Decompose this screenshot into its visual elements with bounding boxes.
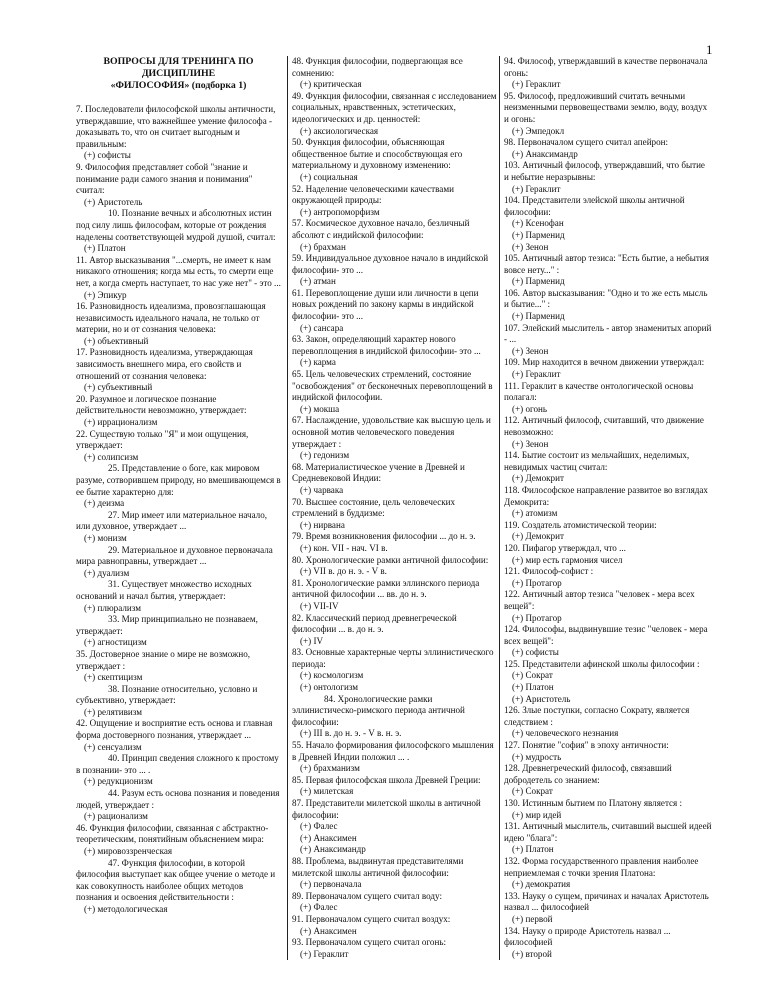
question-text: 93. Первоначалом сущего считал огонь: bbox=[292, 937, 447, 948]
question-text: 70. Высшее состояние, цель человеческих стремлений в буддизме: bbox=[292, 496, 456, 519]
answer-line: (+) Фалес bbox=[300, 902, 338, 913]
answer-line: (+) карма bbox=[300, 357, 336, 368]
question-text: 44. Разум есть основа познания и поведения людей, утверждает : bbox=[76, 788, 280, 810]
question-text: 103. Античный философ, утверждавший, что бытие и небытие неразрывны: bbox=[504, 160, 705, 182]
question-text: 11. Автор высказывания "...смерть, не имеет к нам никакого отношения; когда мы есть, то смерти еще нет, а когда смерть наступает, то нас уже нет" - это ... bbox=[76, 254, 281, 288]
question-text: 81. Хронологические рамки эллинского периода античной философии ... вв. до н. э. bbox=[292, 577, 480, 600]
question-text: 49. Функция философии, связанная с исследованием социальных, нравственных, эстетических, идеологических и др. ценностей: bbox=[292, 90, 497, 124]
answer-line: (+) релятивизм bbox=[84, 706, 142, 717]
question-text: 61. Перевоплощение души или личности в цепи новых рождений по закону кармы в индийской философии- это ... bbox=[292, 287, 479, 322]
answer-line: (+) монизм bbox=[84, 532, 127, 543]
answer-line: (+) критическая bbox=[300, 79, 362, 90]
answer-line: (+) кон. VII - нач. VI в. bbox=[300, 542, 388, 553]
answer-line: (+) огонь bbox=[512, 403, 548, 414]
question-text: 9. Философия представляет собой "знание и понимание ради самого знания и понимания" считал: bbox=[76, 161, 253, 196]
answer-line: (+) Платон bbox=[512, 682, 554, 693]
question-text: 42. Ощущение и восприятие есть основа и главная форма достоверного познания, утверждает ... bbox=[76, 718, 273, 741]
question-text: 79. Время возникновения философии ... до н. э. bbox=[292, 531, 476, 542]
answer-line: (+) скептицизм bbox=[84, 672, 143, 683]
answer-line: (+) нирвана bbox=[300, 519, 345, 530]
answer-line: (+) редукционизм bbox=[84, 776, 153, 787]
answer-line: (+) Анаксимандр bbox=[300, 844, 366, 855]
question-text: 46. Функция философии, связанная с абстрактно-теоретическим, понятийным объяснением мира: bbox=[76, 822, 269, 845]
answer-line: (+) атман bbox=[300, 276, 336, 287]
question-text: 94. Философ, утверждавший в качестве первоначала огонь: bbox=[504, 56, 708, 78]
question-text: 109. Мир находится в вечном движении утверждал: bbox=[504, 357, 705, 368]
question-text: 85. Первая философская школа Древней Греции: bbox=[292, 774, 481, 785]
question-text: 119. Создатель атомистической теории: bbox=[504, 519, 657, 530]
answer-line: (+) мир есть гармония чисел bbox=[512, 554, 623, 565]
question-text: 67. Наслаждение, удовольствие как высшую цель и основной мотив человеческого поведения утверждает : bbox=[292, 415, 491, 449]
column-3 bbox=[499, 56, 712, 960]
question-text: 16. Разновидность идеализма, провозглашающая независимость идеального начала, не только от материи, но и от сознания человека: bbox=[76, 301, 266, 335]
question-text: 48. Функция философии, подвергающая все сомнению: bbox=[292, 56, 463, 78]
question-text: 50. Функция философии, объясняющая общественное бытие и способствующая его материальному и духовному изменению: bbox=[292, 137, 463, 171]
question-text: 84. Хронологические рамки эллинистическо-римского периода античной философии: bbox=[292, 693, 465, 727]
question-text: 112. Античный философ, считавший, что движение невозможно: bbox=[504, 415, 704, 437]
question-text: 40. Принцип сведения сложного к простому в познании- это ... . bbox=[76, 753, 279, 775]
answer-line: (+) агностицизм bbox=[84, 637, 147, 648]
answer-line: (+) антропоморфизм bbox=[300, 206, 380, 217]
answer-line: (+) Зенон bbox=[512, 345, 549, 356]
question-text: 35. Достоверное знание о мире не возможно, утверждает : bbox=[76, 648, 251, 671]
answer-line: (+) Анаксимен bbox=[300, 925, 357, 936]
question-text: 7. Последователи философской школы античности, утверждавшие, что важнейшее умение философа - доказывать то, что он считает выгодным и правильным: bbox=[76, 104, 276, 149]
question-text: 20. Разумное и логическое познание действительности невозможно, утверждает: bbox=[76, 393, 247, 416]
column-2 bbox=[287, 56, 497, 960]
column-1 bbox=[76, 56, 281, 916]
answer-line: (+) мудрость bbox=[512, 751, 562, 762]
answer-line: (+) Платон bbox=[512, 844, 554, 855]
answer-line: (+) Ксенофан bbox=[512, 218, 564, 229]
answer-line: (+) Гераклит bbox=[300, 948, 349, 959]
question-text: 122. Античный автор тезиса "человек - мера всех вещей": bbox=[504, 589, 695, 611]
question-text: 68. Материалистическое учение в Древней и Средневековой Индии: bbox=[292, 461, 465, 484]
answer-line: (+) сансара bbox=[300, 322, 344, 333]
column-2-items bbox=[292, 56, 497, 960]
question-text: 121. Философ-софист : bbox=[504, 566, 594, 577]
question-text: 29. Материальное и духовное первоначала мира равноправны, утверждает ... bbox=[76, 544, 273, 567]
answer-line: (+) объективный bbox=[84, 335, 149, 346]
question-text: 114. Бытие состоит из мельчайших, неделимых, невидимых частиц считал: bbox=[504, 450, 690, 472]
answer-line: (+) мировоззренческая bbox=[84, 846, 173, 856]
question-text: 31. Существует множество исходных оснований и начал бытия, утверждает: bbox=[76, 579, 252, 601]
answer-line: (+) Гераклит bbox=[512, 183, 561, 194]
question-text: 91. Первоначалом сущего считал воздух: bbox=[292, 913, 451, 924]
answer-line: (+) брахманизм bbox=[300, 763, 360, 774]
question-text: 63. Закон, определяющий характер нового перевоплощения в индийской философии- это ... bbox=[292, 334, 481, 356]
question-text: 27. Мир имеет или материальное начало, или духовное, утверждает ... bbox=[76, 509, 268, 532]
question-text: 132. Форма государственного правления наиболее неприемлемая с точки зрения Платона: bbox=[504, 855, 699, 878]
answer-line: (+) Гераклит bbox=[512, 369, 561, 380]
question-text: 17. Разновидность идеализма, утверждающая зависимость внешнего мира, его свойств и отношений от сознания человека: bbox=[76, 347, 253, 381]
question-text: 126. Злые поступки, согласно Сократу, является следствием : bbox=[504, 705, 690, 727]
title-line-3: «ФИЛОСОФИЯ» (подборка 1) bbox=[110, 80, 247, 91]
answer-line: (+) деизма bbox=[84, 498, 125, 509]
answer-line: (+) сенсуализм bbox=[84, 741, 142, 752]
answer-line: (+) Анаксимандр bbox=[512, 148, 578, 159]
answer-line: (+) Фалес bbox=[300, 821, 338, 832]
answer-line: (+) атомизм bbox=[512, 508, 558, 519]
answer-line: (+) Платон bbox=[84, 243, 126, 254]
answer-line: (+) Гераклит bbox=[512, 79, 561, 90]
answer-line: (+) Парменид bbox=[512, 229, 565, 240]
answer-line: (+) Демокрит bbox=[512, 473, 564, 484]
question-text: 33. Мир принципиально не познаваем, утверждает: bbox=[76, 614, 258, 636]
question-text: 120. Пифагор утверждал, что ... bbox=[504, 542, 626, 553]
answer-line: (+) гедонизм bbox=[300, 450, 350, 461]
answer-line: (+) дуализм bbox=[84, 567, 130, 578]
question-text: 80. Хронологические рамки античной философии: bbox=[292, 554, 489, 565]
title-line-1: ВОПРОСЫ ДЛЯ ТРЕНИНГА ПО bbox=[103, 56, 254, 67]
question-text: 52. Наделение человеческими качествами окружающей природы: bbox=[292, 183, 454, 206]
question-text: 133. Науку о сущем, причинах и началах Аристотель назвал ... философией bbox=[504, 890, 709, 913]
question-text: 55. Начало формирования философского мышления в Древней Индии положил ... . bbox=[292, 740, 494, 762]
question-text: 111. Гераклит в качестве онтологической основы полагал: bbox=[504, 380, 694, 403]
question-text: 105. Античный автор тезиса: "Есть бытие, а небытия вовсе нету..." : bbox=[504, 253, 709, 275]
answer-line: (+) космологизм bbox=[300, 670, 364, 681]
question-text: 47. Функция философии, в которой философия выступает как общее учение о методе и как совокупность наиболее общих методов познания и освоения действительности : bbox=[76, 857, 276, 903]
answer-line: (+) чарвака bbox=[300, 484, 344, 495]
question-text: 89. Первоначалом сущего считал воду: bbox=[292, 890, 442, 901]
answer-line: (+) брахман bbox=[300, 241, 346, 252]
answer-line: (+) Анаксимен bbox=[300, 832, 357, 843]
answer-line: (+) первоначала bbox=[300, 879, 362, 890]
question-text: 118. Философское направление развитое во взглядах Демокрита: bbox=[504, 484, 708, 507]
question-text: 130. Истинным бытием по Платону является : bbox=[504, 798, 683, 808]
answer-line: (+) мокша bbox=[300, 403, 340, 414]
question-text: 88. Проблема, выдвинутая представителями милетской школы античной философии: bbox=[292, 855, 464, 878]
answer-line: (+) Зенон bbox=[512, 438, 549, 449]
question-text: 95. Философ, предложивший считать вечными неизменными первовеществами землю, воду, воздух и огонь: bbox=[504, 90, 708, 124]
question-text: 134. Науку о природе Аристотель назвал ... философией bbox=[504, 925, 671, 948]
question-text: 82. Классический период древнегреческой философии ... в. до н. э. bbox=[292, 612, 457, 635]
answer-line: (+) иррационализм bbox=[84, 417, 158, 428]
answer-line: (+) Парменид bbox=[512, 311, 565, 322]
title-line-2: ДИСЦИПЛИНЕ bbox=[141, 68, 216, 79]
answer-line: (+) аксиологическая bbox=[300, 125, 379, 136]
document-title bbox=[76, 56, 281, 92]
question-text: 131. Античный мыслитель, считавший высшей идеей идею "блага": bbox=[504, 821, 712, 843]
answer-line: (+) Аристотель bbox=[84, 196, 143, 207]
question-text: 59. Индивидуальное духовное начало в индийской философии- это ... bbox=[292, 253, 489, 275]
question-text: 106. Автор высказывания: "Одно и то же есть мысль и бытие..." : bbox=[504, 287, 708, 310]
answer-line: (+) демократия bbox=[512, 879, 571, 890]
answer-line: (+) Протагор bbox=[512, 612, 562, 623]
question-text: 38. Познание относительно, условно и субъективно, утверждает: bbox=[76, 683, 258, 706]
question-text: 128. Древнегреческий философ, связавший добродетель со знанием: bbox=[504, 763, 672, 785]
answer-line: (+) Сократ bbox=[512, 670, 553, 681]
answer-line: (+) социальная bbox=[300, 171, 358, 182]
answer-line: (+) IV bbox=[300, 635, 324, 646]
answer-line: (+) плюрализм bbox=[84, 602, 141, 613]
answer-line: (+) первой bbox=[512, 913, 553, 924]
answer-line: (+) онтологизм bbox=[300, 682, 359, 693]
column-1-items bbox=[76, 104, 281, 916]
answer-line: (+) Эмпедокл bbox=[512, 125, 565, 136]
answer-line: (+) солипсизм bbox=[84, 451, 139, 462]
answer-line: (+) человеческого незнания bbox=[512, 728, 619, 739]
answer-line: (+) Зенон bbox=[512, 241, 549, 252]
question-text: 10. Познание вечных и абсолютных истин под силу лишь философам, которые от рождения наделены соответствующей мудрой душой, считал: bbox=[76, 208, 276, 242]
answer-line: (+) мир идей bbox=[512, 809, 562, 820]
column-3-items bbox=[504, 56, 712, 960]
answer-line: (+) Сократ bbox=[512, 786, 553, 797]
question-text: 107. Элейский мыслитель - автор знаменитых апорий - ... bbox=[504, 322, 712, 345]
question-text: 98. Первоначалом сущего считал апейрон: bbox=[504, 137, 669, 148]
answer-line: (+) милетская bbox=[300, 786, 354, 797]
answer-line: (+) Аристотель bbox=[512, 693, 571, 704]
page-number: 1 bbox=[706, 42, 713, 57]
answer-line: (+) софисты bbox=[84, 150, 131, 161]
answer-line: (+) методологическая bbox=[84, 903, 168, 914]
answer-line: (+) Демокрит bbox=[512, 531, 564, 542]
question-text: 65. Цель человеческих стремлений, состояние "освобождения" от бесконечных перевоплощений в индийской философии. bbox=[292, 369, 493, 403]
question-text: 57. Космическое духовное начало, безличный абсолют с индийской философии: bbox=[292, 218, 470, 240]
question-text: 104. Представители элейской школы античной философии: bbox=[504, 195, 685, 217]
question-text: 124. Философы, выдвинувшие тезис "человек - мера всех вещей": bbox=[504, 624, 708, 646]
answer-line: (+) софисты bbox=[512, 647, 559, 658]
answer-line: (+) Парменид bbox=[512, 276, 565, 287]
answer-line: (+) второй bbox=[512, 948, 552, 959]
question-text: 83. Основные характерные черты эллинистического периода: bbox=[292, 647, 494, 669]
question-text: 22. Существую только "Я" и мои ощущения, утверждает: bbox=[76, 428, 249, 451]
answer-line: (+) VII в. до н. э. - V в. bbox=[300, 566, 387, 577]
question-text: 25. Представление о боге, как мировом разуме, сотворившем природу, но вмешивающемся в ее бытие характерно для: bbox=[76, 463, 281, 497]
answer-line: (+) Эпикур bbox=[84, 289, 127, 300]
answer-line: (+) III в. до н. э. - V в. н. э. bbox=[300, 728, 402, 739]
question-text: 127. Понятие "софия" в эпоху античности: bbox=[504, 740, 669, 751]
answer-line: (+) Протагор bbox=[512, 577, 562, 588]
answer-line: (+) субъективный bbox=[84, 382, 153, 393]
answer-line: (+) рационализм bbox=[84, 811, 148, 822]
question-text: 125. Представители афинской школы философии : bbox=[504, 658, 700, 669]
question-text: 87. Представители милетской школы в античной философии: bbox=[292, 798, 481, 820]
answer-line: (+) VII-IV bbox=[300, 600, 339, 611]
